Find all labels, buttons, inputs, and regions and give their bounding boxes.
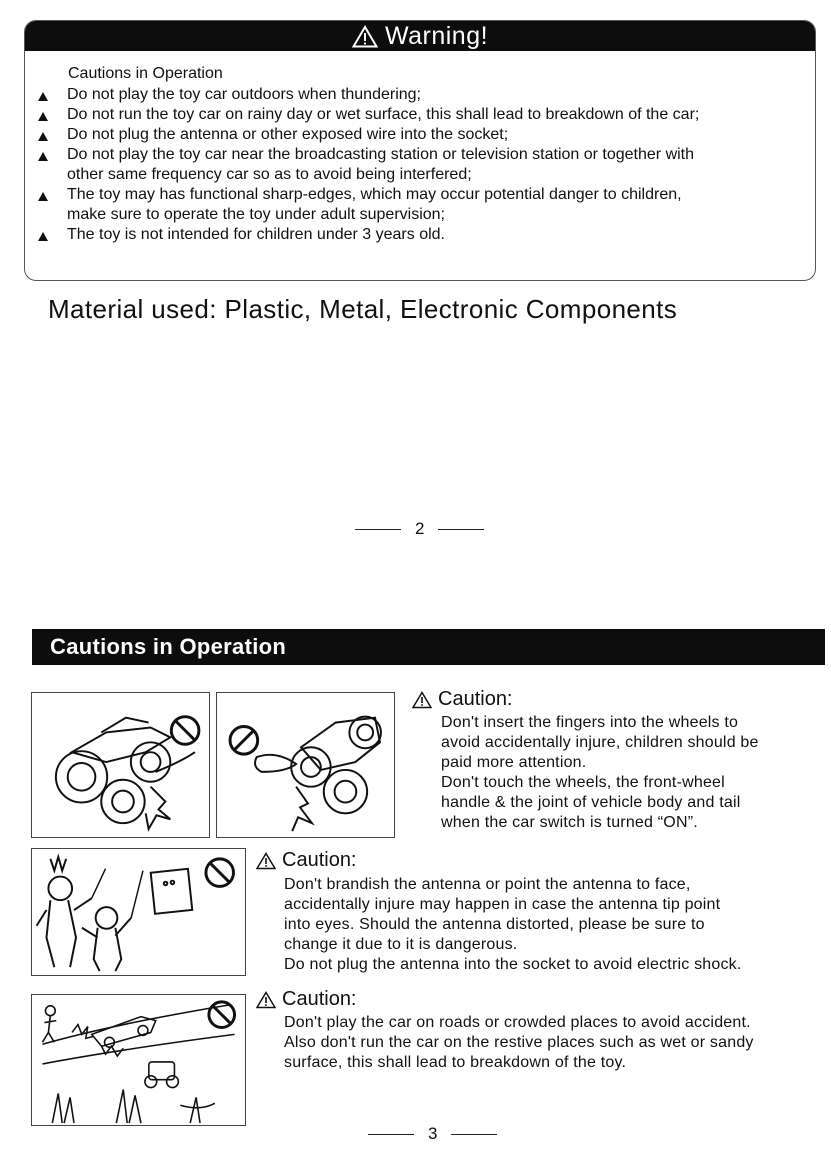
list-item-line: Do not play the toy car outdoors when thundering; <box>67 86 421 103</box>
bullet-triangle-icon <box>38 92 48 101</box>
bullet-triangle-icon <box>38 112 48 121</box>
caution-title-text: Caution: <box>438 688 513 710</box>
caution-line: surface, this shall lead to breakdown of the toy. <box>284 1054 627 1071</box>
caution-title <box>412 688 513 711</box>
material-text: Material used: Plastic, Metal, Electronic Components <box>48 294 678 324</box>
caution-line: avoid accidentally injure, children should be <box>441 734 759 751</box>
page-number-bottom <box>354 1124 511 1144</box>
list-item <box>25 225 805 245</box>
page-number-value: 2 <box>415 519 425 538</box>
warning-triangle-icon <box>352 25 378 48</box>
list-item-line: Do not run the toy car on rainy day or wet surface, this shall lead to breakdown of the car; <box>67 106 700 123</box>
caution-title-text: Caution: <box>282 849 357 871</box>
warning-subtitle: Cautions in Operation <box>68 65 223 82</box>
caution-text-fingers <box>441 713 759 833</box>
list-item-line: The toy is not intended for children under 3 years old. <box>67 226 445 243</box>
divider <box>451 1134 497 1135</box>
warning-header <box>25 21 815 51</box>
list-item-line: Do not play the toy car near the broadcasting station or television station or together with <box>67 146 695 163</box>
list-item-line: Do not plug the antenna or other exposed wire into the socket; <box>67 126 509 143</box>
caution-text-antenna <box>284 875 742 975</box>
list-item <box>25 85 805 105</box>
page-number-value: 3 <box>428 1124 438 1143</box>
list-item-line: The toy may has functional sharp-edges, which may occur potential danger to children, <box>67 186 682 203</box>
caution-line: handle & the joint of vehicle body and tail <box>441 794 741 811</box>
list-item <box>25 105 805 125</box>
list-item-line: make sure to operate the toy under adult supervision; <box>67 206 445 223</box>
list-item <box>25 185 805 225</box>
list-item <box>25 125 805 145</box>
caution-line: Don't brandish the antenna or point the antenna to face, <box>284 876 691 893</box>
bullet-triangle-icon <box>38 132 48 141</box>
caution-line: Don't touch the wheels, the front-wheel <box>441 774 725 791</box>
caution-line: when the car switch is turned “ON”. <box>441 814 698 831</box>
caution-line: Don't insert the fingers into the wheels to <box>441 714 739 731</box>
caution-title <box>256 849 357 872</box>
caution-line: Don't play the car on roads or crowded places to avoid accident. <box>284 1014 751 1031</box>
warning-box <box>24 20 816 281</box>
divider <box>438 529 484 530</box>
divider <box>355 529 401 530</box>
cautions-header: Cautions in Operation <box>32 629 825 665</box>
warning-triangle-icon <box>256 991 276 1009</box>
caution-line: paid more attention. <box>441 754 587 771</box>
car-finger-illustration <box>217 693 394 837</box>
warning-title: Warning! <box>384 21 489 50</box>
antenna-illustration <box>32 849 245 975</box>
caution-line: Also don't run the car on the restive places such as wet or sandy <box>284 1034 754 1051</box>
illustration-fingers-wheels-right <box>216 692 395 838</box>
caution-line: change it due to it is dangerous. <box>284 936 518 953</box>
list-item <box>25 145 805 185</box>
bullet-triangle-icon <box>38 152 48 161</box>
list-item-line: other same frequency car so as to avoid being interfered; <box>67 166 472 183</box>
divider <box>368 1134 414 1135</box>
caution-line: into eyes. Should the antenna distorted, please be sure to <box>284 916 705 933</box>
warning-triangle-icon <box>412 691 432 709</box>
illustration-road <box>31 994 246 1126</box>
caution-title <box>256 988 357 1011</box>
illustration-antenna <box>31 848 246 976</box>
car-finger-illustration <box>32 693 209 837</box>
caution-line: Do not plug the antenna into the socket to avoid electric shock. <box>284 956 742 973</box>
warning-triangle-icon <box>256 852 276 870</box>
caution-text-roads <box>284 1013 754 1073</box>
caution-title-text: Caution: <box>282 988 357 1010</box>
caution-line: accidentally injure may happen in case the antenna tip point <box>284 896 721 913</box>
warning-list <box>25 85 805 245</box>
bullet-triangle-icon <box>38 192 48 201</box>
road-illustration <box>32 995 245 1125</box>
bullet-triangle-icon <box>38 232 48 241</box>
page-number-top <box>341 519 498 539</box>
illustration-fingers-wheels-left <box>31 692 210 838</box>
